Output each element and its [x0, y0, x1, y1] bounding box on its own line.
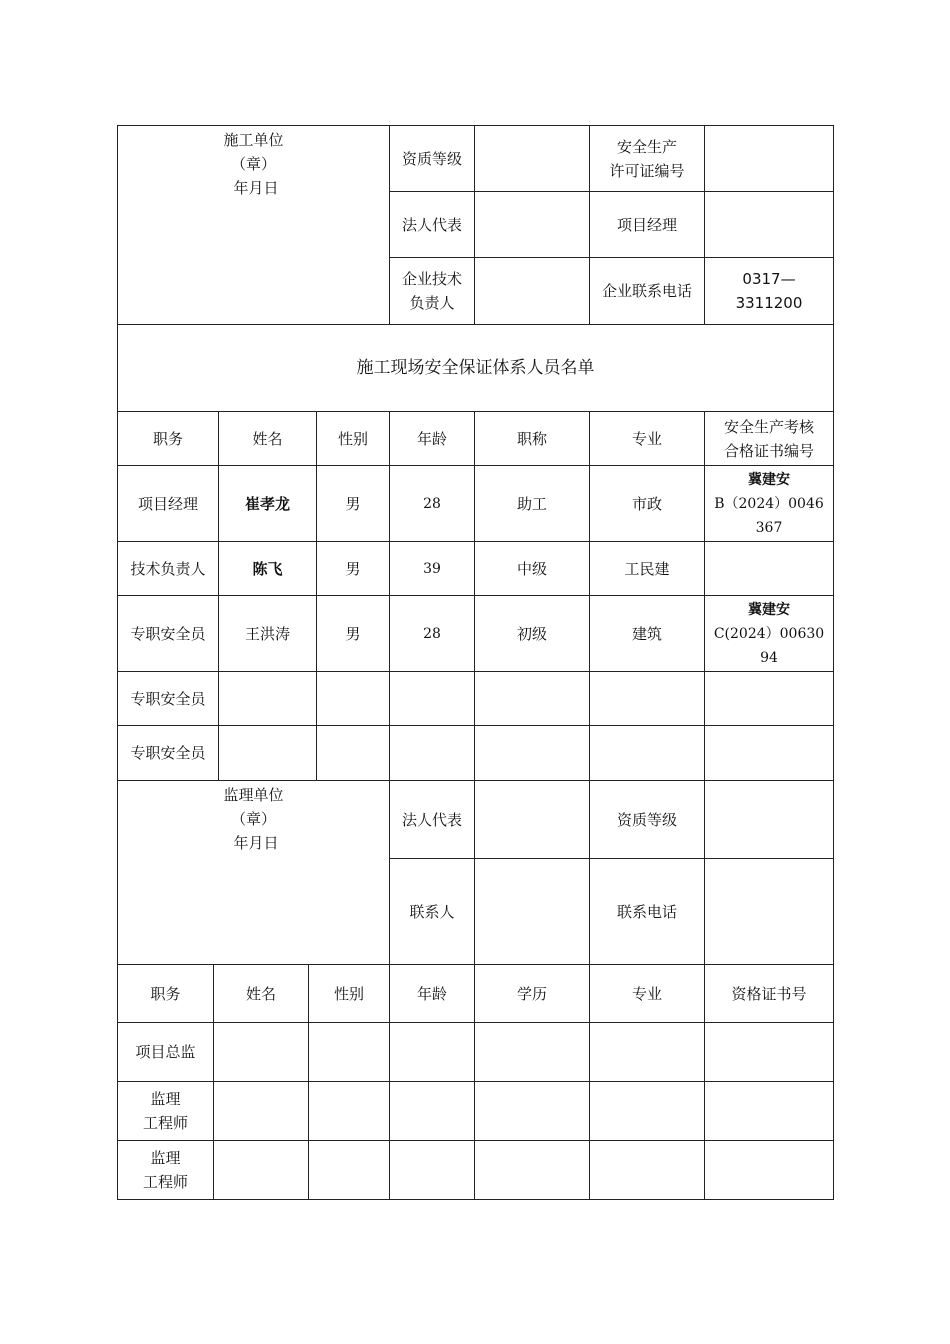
cell-major — [590, 1141, 705, 1200]
cell-cert — [705, 672, 834, 726]
qualification-value — [475, 126, 590, 192]
cell-role: 专职安全员 — [118, 596, 219, 672]
sup-qualification-label: 资质等级 — [590, 781, 705, 859]
cell-role: 专职安全员 — [118, 672, 219, 726]
tech-lead-label: 企业技术 负责人 — [390, 258, 475, 325]
cell-cert — [705, 1141, 834, 1200]
qualification-label: 资质等级 — [390, 126, 475, 192]
license-value — [705, 126, 834, 192]
cell-age — [390, 1023, 475, 1082]
legal-rep-value — [475, 192, 590, 258]
construction-stamp-cell — [118, 126, 390, 325]
cell-cert — [705, 1082, 834, 1141]
cell-age — [390, 672, 475, 726]
cell-major — [590, 1023, 705, 1082]
cell-role: 监理 工程师 — [118, 1141, 214, 1200]
sup-header-gender: 性别 — [309, 965, 390, 1023]
legal-rep-label: 法人代表 — [390, 192, 475, 258]
cell-name: 崔孝龙 — [219, 466, 317, 542]
header-age: 年龄 — [390, 412, 475, 466]
cell-cert: 冀建安 C(2024）00630 94 — [705, 596, 834, 672]
construction-seal-label: （章） — [230, 155, 276, 173]
cell-age — [390, 1141, 475, 1200]
cell-education — [475, 1141, 590, 1200]
cell-role: 技术负责人 — [118, 542, 219, 596]
cell-gender — [309, 1023, 390, 1082]
cell-title: 初级 — [475, 596, 590, 672]
table-row — [118, 596, 834, 672]
cell-education — [475, 1023, 590, 1082]
cell-name — [214, 1023, 309, 1082]
cell-name — [214, 1141, 309, 1200]
sup-phone-label: 联系电话 — [590, 859, 705, 965]
license-label: 安全生产 许可证编号 — [590, 126, 705, 192]
cell-role: 项目经理 — [118, 466, 219, 542]
cell-gender: 男 — [317, 466, 390, 542]
cell-cert — [705, 1023, 834, 1082]
cell-role: 监理 工程师 — [118, 1082, 214, 1141]
sup-header-education: 学历 — [475, 965, 590, 1023]
header-major: 专业 — [590, 412, 705, 466]
project-manager-label: 项目经理 — [590, 192, 705, 258]
tech-lead-value — [475, 258, 590, 325]
cell-major: 工民建 — [590, 542, 705, 596]
sup-header-role: 职务 — [118, 965, 214, 1023]
sup-qualification-value — [705, 781, 834, 859]
cell-title — [475, 672, 590, 726]
section-title: 施工现场安全保证体系人员名单 — [118, 325, 834, 412]
cell-major: 建筑 — [590, 596, 705, 672]
table-row — [118, 1082, 834, 1141]
construction-table — [117, 125, 834, 781]
cell-name — [214, 1082, 309, 1141]
sup-legal-rep-label: 法人代表 — [390, 781, 475, 859]
cell-age: 28 — [390, 596, 475, 672]
company-phone-label: 企业联系电话 — [590, 258, 705, 325]
cell-name — [219, 726, 317, 781]
supervision-table — [117, 780, 834, 1200]
table-row — [118, 726, 834, 781]
cell-major — [590, 726, 705, 781]
table-row — [118, 1141, 834, 1200]
cell-age — [390, 1082, 475, 1141]
cell-title: 中级 — [475, 542, 590, 596]
cell-role: 项目总监 — [118, 1023, 214, 1082]
cell-gender — [309, 1141, 390, 1200]
cell-age: 39 — [390, 542, 475, 596]
sup-header-age: 年龄 — [390, 965, 475, 1023]
supervision-unit-label: 监理单位 — [223, 786, 284, 804]
header-role: 职务 — [118, 412, 219, 466]
supervision-stamp-cell — [118, 781, 390, 965]
table-row — [118, 466, 834, 542]
cell-name — [219, 672, 317, 726]
sup-header-cert: 资格证书号 — [705, 965, 834, 1023]
cell-title — [475, 726, 590, 781]
cell-name: 陈飞 — [219, 542, 317, 596]
cell-name: 王洪涛 — [219, 596, 317, 672]
sup-header-name: 姓名 — [214, 965, 309, 1023]
cell-gender: 男 — [317, 596, 390, 672]
cell-gender — [309, 1082, 390, 1141]
construction-unit-label: 施工单位 — [223, 131, 284, 149]
supervision-date-label: 年月日 — [233, 834, 279, 852]
project-manager-value — [705, 192, 834, 258]
cell-major — [590, 672, 705, 726]
cell-age — [390, 726, 475, 781]
cell-gender — [317, 726, 390, 781]
cell-education — [475, 1082, 590, 1141]
cell-cert — [705, 726, 834, 781]
header-cert: 安全生产考核 合格证书编号 — [705, 412, 834, 466]
cell-gender: 男 — [317, 542, 390, 596]
sup-phone-value — [705, 859, 834, 965]
table-row — [118, 542, 834, 596]
header-name: 姓名 — [219, 412, 317, 466]
construction-date-label: 年月日 — [233, 179, 279, 197]
header-gender: 性别 — [317, 412, 390, 466]
cell-role: 专职安全员 — [118, 726, 219, 781]
supervision-seal-label: （章） — [230, 810, 276, 828]
cell-cert — [705, 542, 834, 596]
sup-contact-label: 联系人 — [390, 859, 475, 965]
sup-legal-rep-value — [475, 781, 590, 859]
cell-age: 28 — [390, 466, 475, 542]
sup-header-major: 专业 — [590, 965, 705, 1023]
personnel-form — [117, 125, 833, 1200]
cell-major — [590, 1082, 705, 1141]
table-row — [118, 672, 834, 726]
company-phone-value: 0317— 3311200 — [705, 258, 834, 325]
cell-title: 助工 — [475, 466, 590, 542]
cell-cert: 冀建安 B（2024）0046 367 — [705, 466, 834, 542]
table-row — [118, 1023, 834, 1082]
header-title: 职称 — [475, 412, 590, 466]
sup-contact-value — [475, 859, 590, 965]
cell-gender — [317, 672, 390, 726]
cell-major: 市政 — [590, 466, 705, 542]
